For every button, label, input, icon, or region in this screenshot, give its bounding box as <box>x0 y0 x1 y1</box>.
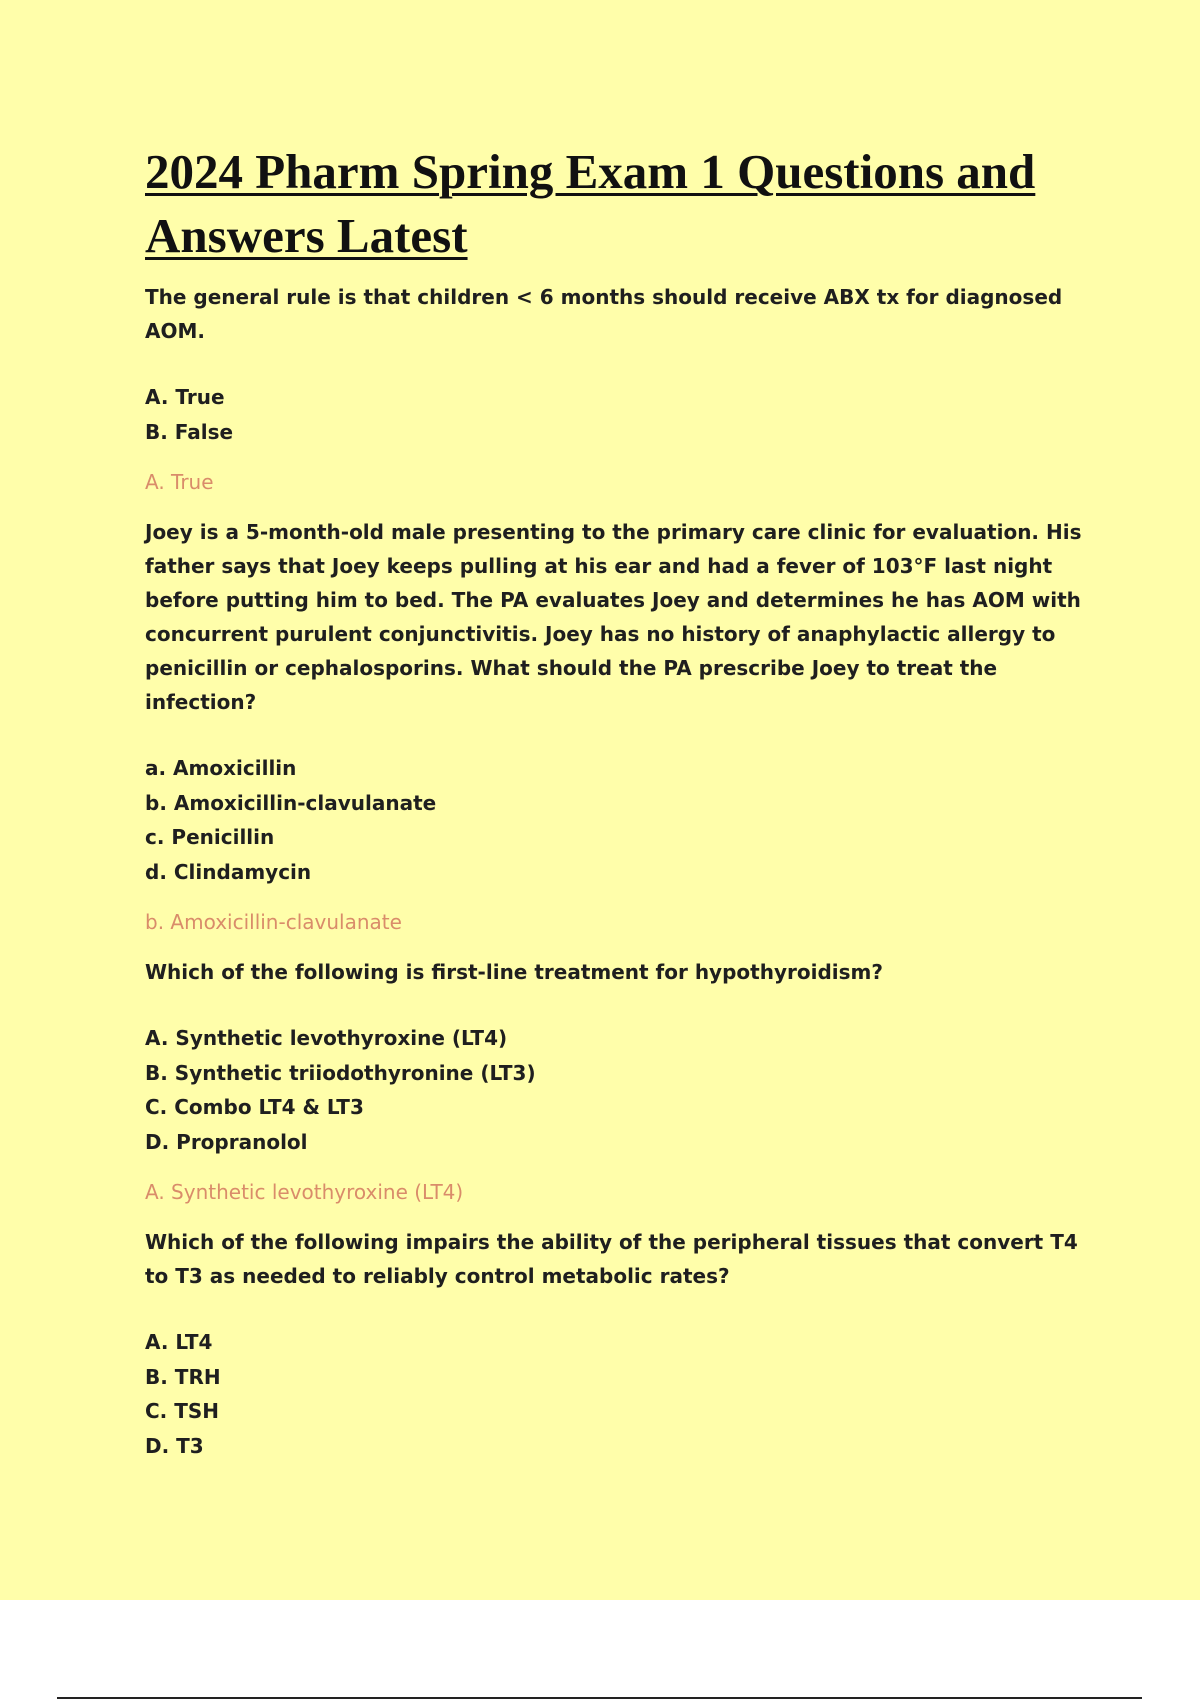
question-block-1 <box>145 280 1105 499</box>
answer-text: A. Synthetic levothyroxine (LT4) <box>145 1180 464 1204</box>
question-text: The general rule is that children < 6 months should receive ABX tx for diagnosed AOM. <box>145 285 1063 343</box>
footer-divider <box>57 1697 1142 1699</box>
option-item: B. False <box>145 419 234 444</box>
option-item: C. TSH <box>145 1399 220 1423</box>
document-title <box>145 140 1105 268</box>
option-item: C. Combo LT4 & LT3 <box>145 1095 364 1119</box>
option-list <box>145 751 1105 889</box>
question-text: Joey is a 5-month-old male presenting to the primary care clinic for evaluation. His father says that Joey keeps pulling at his ear and had a fever of 103°F last night before putting him to bed. The PA evaluates Joey and determines he has AOM with concurrent purulent conjunctivitis. Joey has no history of anaphylactic allergy to penicillin or cephalosporins. What should the PA prescribe Joey to treat the infection? <box>145 520 1082 714</box>
question-text: Which of the following is first-line treatment for hypothyroidism? <box>145 960 883 984</box>
option-list <box>145 1021 1105 1159</box>
option-item: b. Amoxicillin-clavulanate <box>145 790 437 815</box>
answer-text: b. Amoxicillin-clavulanate <box>145 910 402 934</box>
document-content <box>145 140 1105 1463</box>
option-item: D. T3 <box>145 1433 204 1458</box>
option-item: a. Amoxicillin <box>145 756 297 780</box>
option-item: d. Clindamycin <box>145 859 312 884</box>
option-item: A. True <box>145 385 225 409</box>
answer-text: A. True <box>145 470 214 494</box>
option-list <box>145 380 1105 449</box>
option-item: B. TRH <box>145 1364 221 1389</box>
option-item: A. Synthetic levothyroxine (LT4) <box>145 1026 508 1050</box>
question-text: Which of the following impairs the ability of the peripheral tissues that convert T4 to T3 as needed to reliably control metabolic rates? <box>145 1230 1078 1288</box>
option-item: B. Synthetic triiodothyronine (LT3) <box>145 1060 536 1085</box>
option-item: A. LT4 <box>145 1330 213 1354</box>
question-block-3 <box>145 955 1105 1209</box>
option-item: c. Penicillin <box>145 825 275 849</box>
option-item: D. Propranolol <box>145 1129 308 1154</box>
question-block-2 <box>145 515 1105 939</box>
question-block-4 <box>145 1225 1105 1463</box>
option-list <box>145 1325 1105 1463</box>
document-title-text: 2024 Pharm Spring Exam 1 Questions and Answers Latest <box>145 144 1036 263</box>
